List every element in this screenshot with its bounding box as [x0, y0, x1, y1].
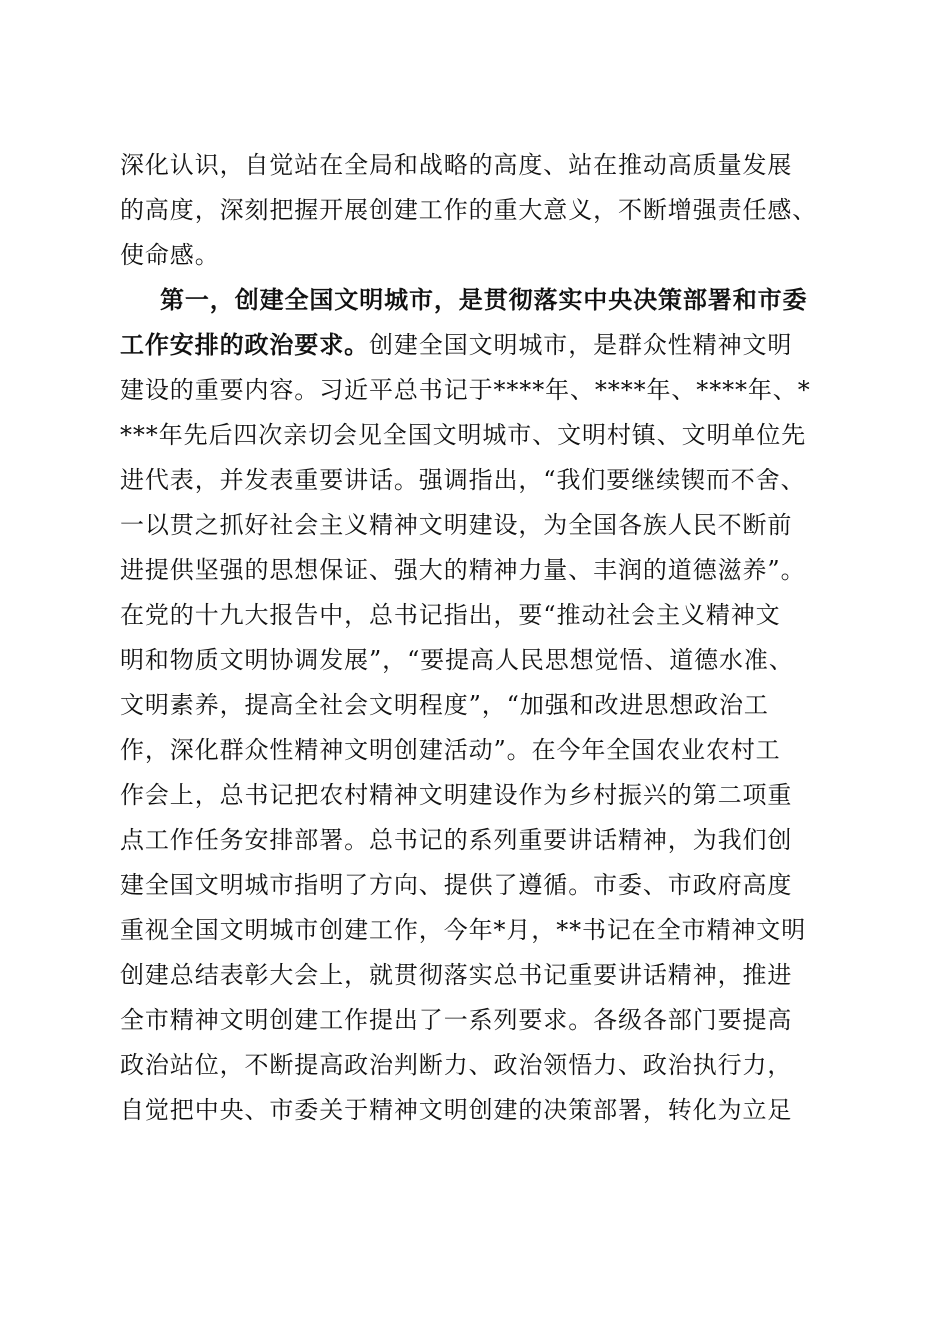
paragraph-2-line-19: 自觉把中央、市委关于精神文明创建的决策部署，转化为立足 — [120, 1096, 793, 1124]
paragraph-2-heading-line-1: 第一，创建全国文明城市，是贯彻落实中央决策部署和市委 — [160, 285, 808, 314]
paragraph-2-line-9: 明和物质文明协调发展”，“要提高人民思想觉悟、道德水准、 — [120, 646, 794, 674]
paragraph-2-line-10: 文明素养，提高全社会文明程度”，“加强和改进思想政治工 — [120, 691, 769, 719]
paragraph-2-line-3: 建设的重要内容。习近平总书记于****年、****年、****年、* — [120, 376, 811, 404]
paragraph-2-line-7: 进提供坚强的思想保证、强大的精神力量、丰润的道德滋养”。 — [120, 556, 806, 584]
paragraph-2-line-11: 作，深化群众性精神文明创建活动”。在今年全国农业农村工 — [120, 736, 781, 764]
paragraph-2-line-12: 作会上，总书记把农村精神文明建设作为乡村振兴的第二项重 — [120, 781, 793, 809]
paragraph-2-line-4: ***年先后四次亲切会见全国文明城市、文明村镇、文明单位先 — [120, 421, 807, 449]
paragraph-2-line-5: 进代表，并发表重要讲话。强调指出，“我们要继续锲而不舍、 — [120, 466, 806, 494]
paragraph-2-line-14: 建全国文明城市指明了方向、提供了遵循。市委、市政府高度 — [120, 871, 793, 899]
paragraph-2-line-6: 一以贯之抓好社会主义精神文明建设，为全国各族人民不断前 — [120, 511, 793, 539]
paragraph-2-line-2-text: 创建全国文明城市，是群众性精神文明 — [369, 331, 793, 359]
paragraph-2-line-15: 重视全国文明城市创建工作，今年*月，**书记在全市精神文明 — [120, 916, 807, 944]
paragraph-2-line-2 — [120, 327, 840, 363]
paragraph-2-line-18: 政治站位，不断提高政治判断力、政治领悟力、政治执行力， — [120, 1051, 793, 1079]
paragraph-2-line-16: 创建总结表彰大会上，就贯彻落实总书记重要讲话精神，推进 — [120, 961, 793, 989]
paragraph-1-line-2: 的高度，深刻把握开展创建工作的重大意义，不断增强责任感、 — [120, 196, 818, 224]
paragraph-2-line-17: 全市精神文明创建工作提出了一系列要求。各级各部门要提高 — [120, 1006, 793, 1034]
paragraph-2-line-8: 在党的十九大报告中，总书记指出，要“推动社会主义精神文 — [120, 601, 781, 629]
paragraph-2-line-13: 点工作任务安排部署。总书记的系列重要讲话精神，为我们创 — [120, 826, 793, 854]
paragraph-1-line-1: 深化认识，自觉站在全局和战略的高度、站在推动高质量发展 — [120, 151, 793, 179]
paragraph-2-heading-end: 工作安排的政治要求。 — [120, 330, 369, 359]
paragraph-1-line-3: 使命感。 — [120, 241, 220, 269]
